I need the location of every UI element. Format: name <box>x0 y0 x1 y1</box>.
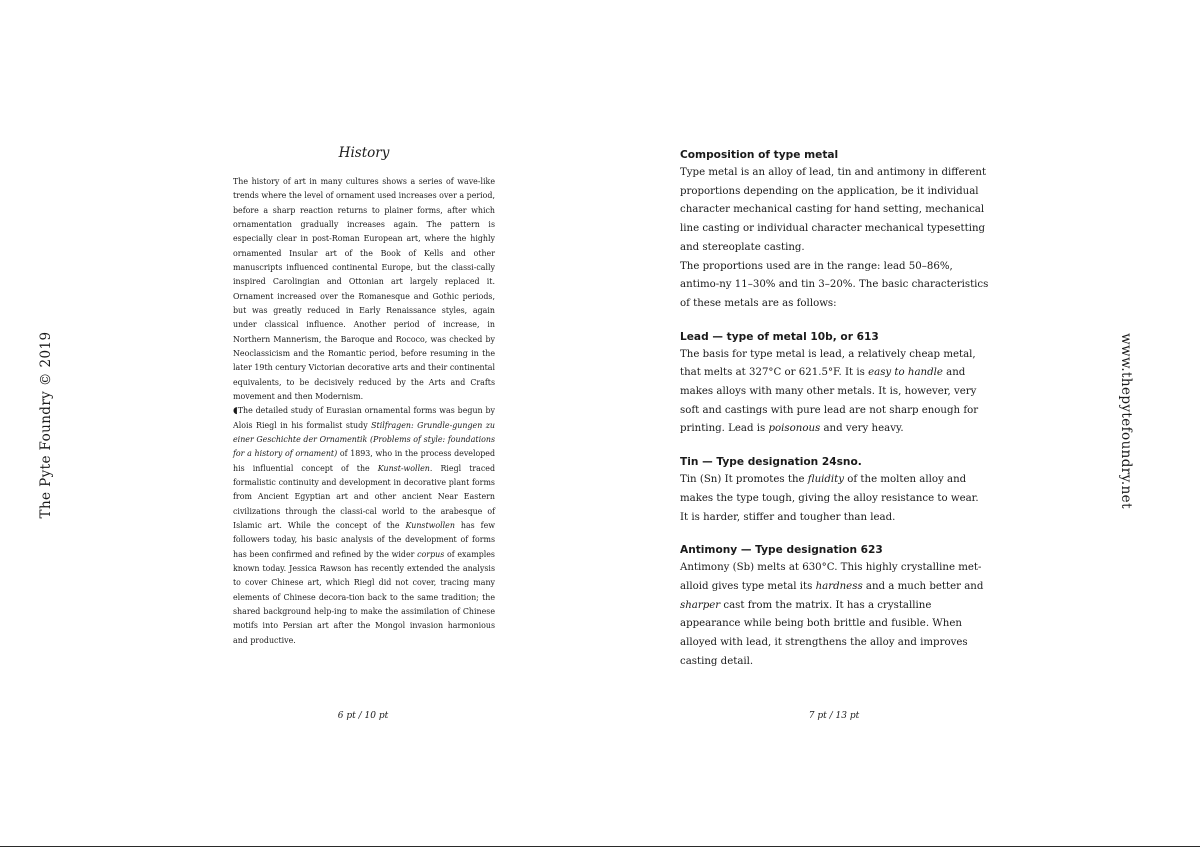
text-run: and a much better and <box>862 580 984 592</box>
text-run: The detailed study of Eurasian ornamental forms was begun by Alois Riegl in his formalist study <box>233 406 495 430</box>
text-run: cast from the matrix. It has a crystalline appearance while being both brittle and fusible. When alloyed with lead, it strengthens the alloy and improves casting detail. <box>680 599 968 667</box>
section-paragraph <box>680 346 992 440</box>
section-lead <box>680 328 992 440</box>
history-body <box>233 175 495 648</box>
right-page-column <box>680 146 992 685</box>
section-tin <box>680 453 992 527</box>
section-composition <box>680 146 992 314</box>
pilcrow-icon: ◖ <box>233 406 238 417</box>
italic-emphasis: fluidity <box>807 474 845 486</box>
bottom-divider <box>0 846 1200 847</box>
italic-emphasis: poisonous <box>768 423 821 435</box>
section-paragraph <box>680 471 992 508</box>
section-heading: Lead — type of metal 10b, or 613 <box>680 330 879 343</box>
history-title: History <box>338 145 390 161</box>
left-page-footer: 6 pt / 10 pt <box>337 711 389 721</box>
section-paragraph: The proportions used are in the range: lead 50–86%, antimo-ny 11–30% and tin 3–20%. The basic characteristics of these metals are as follows: <box>680 260 989 309</box>
italic-emphasis: hardness <box>815 580 863 592</box>
history-paragraph-2 <box>233 404 495 648</box>
text-run: The basis for type metal is lead, a relatively cheap metal, that melts at 327°C or 621.5°F. It is <box>680 348 976 379</box>
copyright-vertical-text: The Pyte Foundry © 2019 <box>38 331 54 519</box>
italic-emphasis: easy to handle <box>868 367 943 379</box>
text-run: and very heavy. <box>820 423 904 435</box>
website-vertical-text: www.thepytefoundry.net <box>1118 333 1134 509</box>
text-run: Riegl traced formalistic continuity and development in decorative plant forms from Ancient Egyptian art and other ancient Near Eastern civilizations through the classi-cal world to the arabesque of Islamic art. While the concept of the <box>233 463 496 530</box>
section-paragraph <box>680 559 992 671</box>
section-heading: Composition of type metal <box>680 149 839 161</box>
text-run: Antimony (Sb) melts at 630°C. This highly crystalline met-alloid gives type metal its <box>680 562 982 592</box>
left-page-column <box>233 145 495 648</box>
italic-term-kunstwollen: Kunst-wollen. <box>377 463 433 473</box>
text-run: of the molten alloy and makes the type tough, giving the alloy resistance to wear. <box>680 474 979 504</box>
italic-title-stilfragen: Stilfragen: Grundle-gungen zu einer Geschichte der Ornamentik (Problems of style: foundations for a history of ornament) <box>233 420 495 459</box>
section-paragraph: Type metal is an alloy of lead, tin and antimony in different proportions depending on the application, be it individual character mechanical casting for hand setting, mechanical line casting or individual character mechanical typesetting and stereoplate casting. <box>680 167 987 253</box>
text-run: has few followers today, his basic analysis of the development of forms has been confirmed and refined by the wider <box>233 520 495 559</box>
section-antimony <box>680 541 992 671</box>
text-run: Tin (Sn) It promotes the <box>680 474 808 486</box>
italic-term-kunstwollen: Kunstwollen <box>405 520 455 530</box>
right-page-footer: 7 pt / 13 pt <box>808 711 860 721</box>
italic-term-corpus: corpus <box>417 549 445 559</box>
text-run: and makes alloys with many other metals. It is, however, very soft and castings with pure lead are not sharp enough for printing. Lead is <box>680 367 979 435</box>
section-paragraph: It is harder, stiffer and tougher than lead. <box>680 511 896 523</box>
section-heading: Tin — Type designation 24sno. <box>680 456 862 469</box>
section-heading: Antimony — Type designation 623 <box>680 544 883 557</box>
text-run: of 1893, who in the process developed his influential concept of the <box>233 449 496 473</box>
italic-emphasis: sharper <box>680 599 721 611</box>
history-paragraph-1: The history of art in many cultures shows a series of wave-like trends where the level of ornament used increases over a period, before a sharp reaction returns to plainer forms, after which ornamentation gradually increases again. The pattern is especially clear in post-Roman European art, where the highly ornamented Insular art of the Book of Kells and other manuscripts influenced continental Europe, but the classi-cally inspired Carolingian and Ottonian art largely replaced it. Ornament increased over the Romanesque and Gothic periods, but was greatly reduced in Early Renaissance styles, again under classical influence. Another period of increase, in Northern Mannerism, the Baroque and Rococo, was checked by Neoclassicism and the Romantic period, before resuming in the later 19th century Victorian decorative arts and their continental equivalents, to be decisively reduced by the Arts and Crafts movement and then Modernism. <box>233 177 495 401</box>
text-run: of examples known today. Jessica Rawson has recently extended the analysis to cover Chinese art, which Riegl did not cover, tracing many elements of Chinese decora-tion back to the same tradition; the shared background help-ing to make the assimilation of Chinese motifs into Persian art after the Mongol invasion harmonious and productive. <box>233 549 495 645</box>
